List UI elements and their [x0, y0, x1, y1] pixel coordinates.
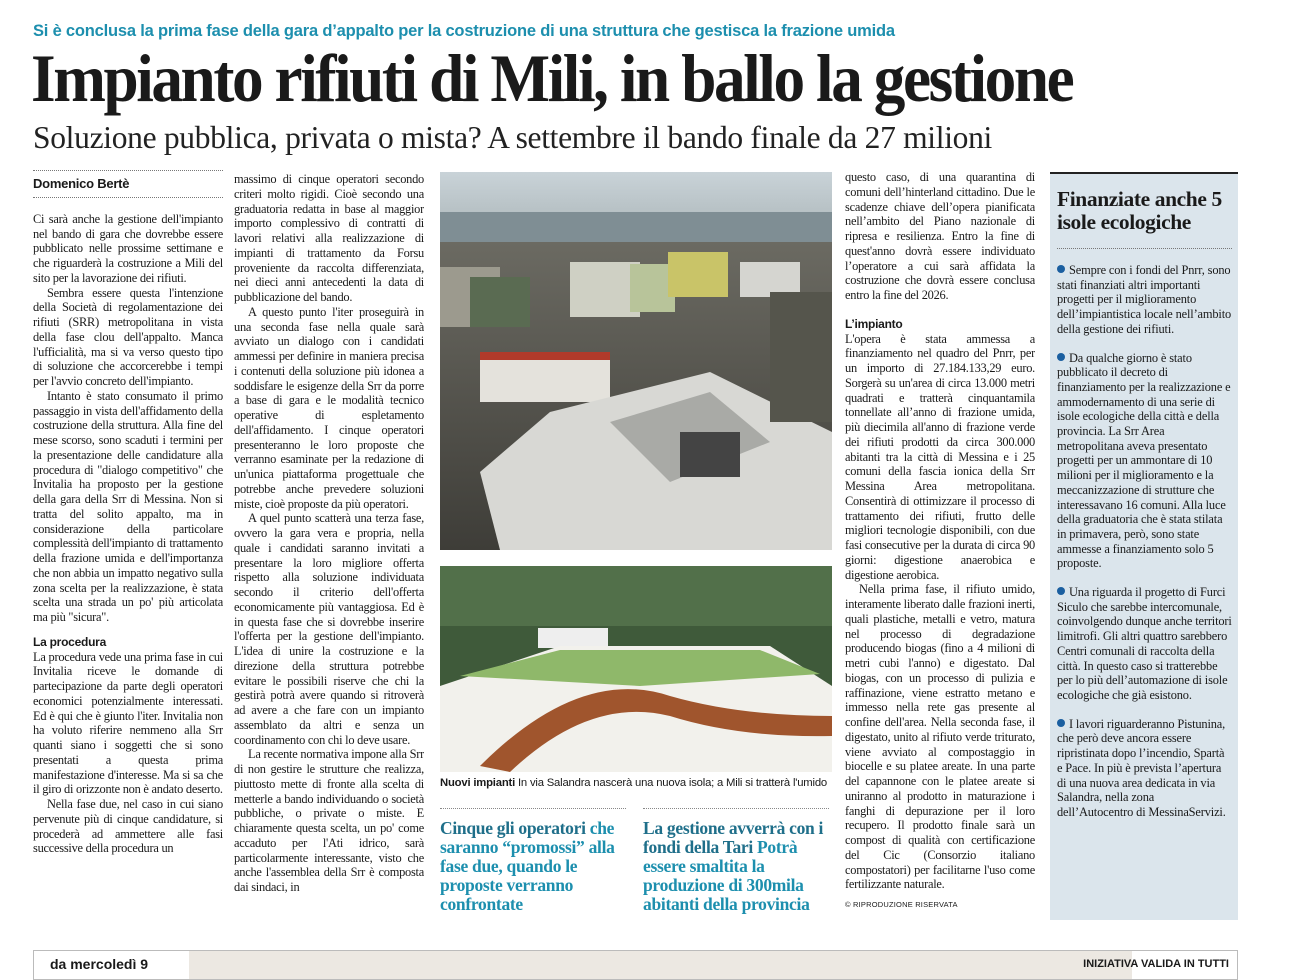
pull-quote-text: Potrà essere smaltita la produzione di 300mila abitanti della provincia: [643, 837, 810, 914]
sidebar-bullet: [1057, 717, 1232, 820]
headline: Impianto rifiuti di Mili, in ballo la gestione: [31, 40, 1073, 116]
byline: Domenico Bertè: [33, 170, 223, 198]
photo-caption: [440, 777, 827, 789]
kicker: Si è conclusa la prima fase della gara d’appalto per la costruzione di una struttura che gestisca la frazione umida: [33, 22, 895, 40]
subhead: L’impianto: [845, 316, 903, 331]
paragraph: A questo punto l'iter proseguirà in una seconda fase nella quale sarà avviato un dialogo con i candidati ammessi per definire in maniera precisa i contenuti della soluzione più idonea a soddisfare le esigenze della Srr da porre a base di gara e le modalità tecnico operative di espletamento dell'affidamento. I cinque operatori presenteranno le loro proposte che verranno esaminate per la redazione di un'unica piattaforma progettuale che potrebbe anche prevedere soluzioni miste, cioè proposte da più operatori.: [234, 304, 424, 511]
pull-quote-lead: La gestione avverrà con i fondi della Tari: [643, 818, 824, 857]
pull-quote-text: che saranno “promossi” alla fase due, quando le proposte verranno confrontate: [440, 818, 615, 914]
advert-banner: [33, 950, 1238, 980]
paragraph: Intanto è stato consumato il primo passaggio in vista dell'affidamento della costruzione della struttura. Alla fine del mese scorso, sono scaduti i termini per la presentazione delle candidature alla procedura di "dialogo competitivo" che Invitalia ha proposto per la gestione della gara della Srr di Messina. Non si tratta del solito appalto, ma in considerazione della particolare complessità dell'impianto di trattamento della frazione umida e dell'importanza che non abbia un impatto negativo sulla zona scelta per la realizzazione, è stata scelta una strada un po' più articolata ma più "sicura".: [33, 388, 223, 624]
subtitle: Soluzione pubblica, privata o mista? A settembre il bando finale da 27 milioni: [33, 120, 993, 155]
bullet-text: Una riguarda il progetto di Furci Siculo che sarebbe intercomunale, coinvolgendo dunque anche territori limitrofi. Gli altri quattro sarebbero Centri comunali di raccolta della città. In questo caso si tratterebbe per lo più dell’automazione di isole ecologiche che già esistono.: [1057, 585, 1232, 702]
sidebar-bullet: [1057, 263, 1232, 337]
column-2: [234, 172, 424, 927]
pull-quote-1: [440, 808, 626, 914]
paragraph: L'opera è stata ammessa a finanziamento nel quadro del Pnrr, per un importo di 27.184.133,29 euro. Sorgerà su un'area di circa 13.000 metri quadrati e tratterà cinquantamila tonnellate all’anno di frazione umida, più diecimila all'anno di frazione verde dei rifiuti prodotti da circa 300.000 abitanti tra la città di Messina e i 25 comuni della fascia ionica della Srr Messina Area metropolitana. Consentirà di ottimizzare il processo di trattamento dei rifiuti, frutto delle migliori tecnologie disponibili, con due fasi consecutive per la durata di circa 90 giorni: digestione anaerobica e digestione aerobica.: [845, 331, 1035, 582]
paragraph: La recente normativa impone alla Srr di non gestire le strutture che realizza, piuttosto mette di fronte alla scelta di metterle a bando individuando o società pubbliche, o private o miste. E chiaramente questa scelta, un po' come accaduto per l'Ati idrico, sarà particolarmente interessante, visto che anche l'assemblea della Srr è composta dai sindaci, in: [234, 747, 424, 894]
subhead: La procedura: [33, 634, 107, 649]
paragraph: questo caso, di una quarantina di comuni dell’hinterland cittadino. Due le scadenze chiave dell’opera pianificata nell’ambito del Piano nazionale di ripresa e resilienza. Entro la fine di quest'anno dovrà essere individuato l’operatore a cui sarà affidata la costruzione che dovrà essere conclusa entro la fine del 2026.: [845, 170, 1035, 302]
sidebar-bullet: [1057, 585, 1232, 703]
photo-plant-rendering: [440, 566, 832, 772]
paragraph: A quel punto scatterà una terza fase, ovvero la gara vera e propria, nella quale i candidati saranno invitati a presentare la loro migliore offerta rispetto alla soluzione individuata secondo il criterio dell'offerta economicamente più vantaggiosa. Ed è in questa fase che si dovrebbe inserire l'offerta per la gestione dell'impianto. L'idea di unire la costruzione e la direzione della struttura potrebbe evitare le possibili riserve che chi la gestirà potrà avere quando si ritroverà ad avere a che fare con un impianto assemblato da altri e senza un coordinamento con chi lo deve usare.: [234, 511, 424, 747]
column-1: [33, 170, 223, 930]
photo-waste-trucks: [440, 172, 832, 550]
caption-text: In via Salandra nascerà una nuova isola; a Mili si tratterà l'umido: [517, 777, 827, 789]
paragraph: Ci sarà anche la gestione dell'impianto nel bando di gara che dovrebbe essere pubblicato nelle prossime settimane e che riguarderà la costruzione a Mili del sito per la lavorazione dei rifiuti.: [33, 211, 223, 285]
pull-quote-lead: Cinque gli operatori: [440, 818, 586, 838]
sidebar-title: Finanziate anche 5 isole ecologiche: [1057, 188, 1232, 249]
bullet-dot-icon: [1057, 353, 1065, 361]
paragraph: Nella prima fase, il rifiuto umido, interamente liberato dalle frazioni inerti, quali plastiche, metalli e vetro, matura nel processo di degradazione producendo biogas (fino a 4 milioni di metri cubi l'anno) e digestato. Dal biogas, con un processo di pulizia e raffinazione, viene estratto metano e immesso nella rete gas presente al confine dell'area. Nella seconda fase, il digestato, unito al rifiuto verde triturato, viene avviato al compostaggio in biocelle e su platee areate. In una parte del capannone con le platee areate si uniranno al prodotto in maturazione i fanghi di depurazione per il loro recupero. Il prodotto finale sarà un compost di qualità con certificazione del Cic (Consorzio italiano compostatori) per facilitarne l'uso come fertilizzante naturale.: [845, 582, 1035, 892]
bullet-text: Sempre con i fondi del Pnrr, sono stati finanziati altri importanti progetti per il miglioramento dell’impiantistica locale nell’ambito della gestione dei rifiuti.: [1057, 263, 1232, 336]
paragraph: Nella fase due, nel caso in cui siano pervenute più di cinque candidature, si procederà ad ammettere alle fasi successive della procedura un: [33, 797, 223, 856]
banner-left-text: da mercoledì 9: [50, 956, 149, 972]
banner-image: [189, 951, 1132, 979]
bullet-text: I lavori riguarderanno Pistunina, che però deve ancora essere ripristinata dopo l’incendio, Spartà e Pace. In più è prevista l’apertura di una nuova area dedicata in via Salandra, nella zona dell’Autocentro di MessinaServizi.: [1057, 716, 1226, 819]
paragraph: massimo di cinque operatori secondo criteri molto rigidi. Cioè secondo una graduatoria redatta in base al maggior importo complessivo di contratti di lavori relativi alla realizzazione di impianti di trattamento da Forsu proveniente da raccolta differenziata, nei dieci anni antecedenti la data di pubblicazione del bando.: [234, 172, 424, 304]
caption-lead: Nuovi impianti: [440, 777, 516, 789]
column-4: [845, 170, 1035, 930]
bullet-text: Da qualche giorno è stato pubblicato il decreto di finanziamento per la realizzazione e ammodernamento di una serie di isole ecologiche della città e della provincia. La Srr Area metropolitana aveva presentato progetti per un ammontare di 10 milioni per il miglioramento e la meccanizzazione di strutture che interessavano 16 comuni. Alla luce della graduatoria che è stata stilata in primavera, però, sono state ammesse a finanziamento solo 5 proposte.: [1057, 350, 1231, 571]
bullet-dot-icon: [1057, 587, 1065, 595]
banner-right-text: INIZIATIVA VALIDA IN TUTTI: [1083, 958, 1229, 970]
bullet-dot-icon: [1057, 719, 1065, 727]
pull-quote-2: [643, 808, 829, 914]
bullet-dot-icon: [1057, 265, 1065, 273]
copyright-notice: © RIPRODUZIONE RISERVATA: [845, 900, 958, 909]
sidebar-box: [1050, 172, 1238, 920]
sidebar-bullet: [1057, 351, 1232, 572]
paragraph: La procedura vede una prima fase in cui Invitalia riceve le domande di partecipazione da parte degli operatori economici potenzialmente interessati. Ed è qui che è giunto l'iter. Invitalia non ha voluto riferire nemmeno alla Srr quanti siano i soggetti che si sono presentati a questa prima manifestazione d'interesse. Ma si sa che il giro di orizzonte non è andato deserto.: [33, 649, 223, 797]
paragraph: Sembra essere questa l'intenzione della Società di regolamentazione dei rifiuti (SRR) metropolitana in vista della fase clou dell'appalto. Manca l'ufficialità, ma si va verso questo tipo di soluzione che accorcerebbe i tempi per l'avvio concreto dell'impianto.: [33, 285, 223, 388]
